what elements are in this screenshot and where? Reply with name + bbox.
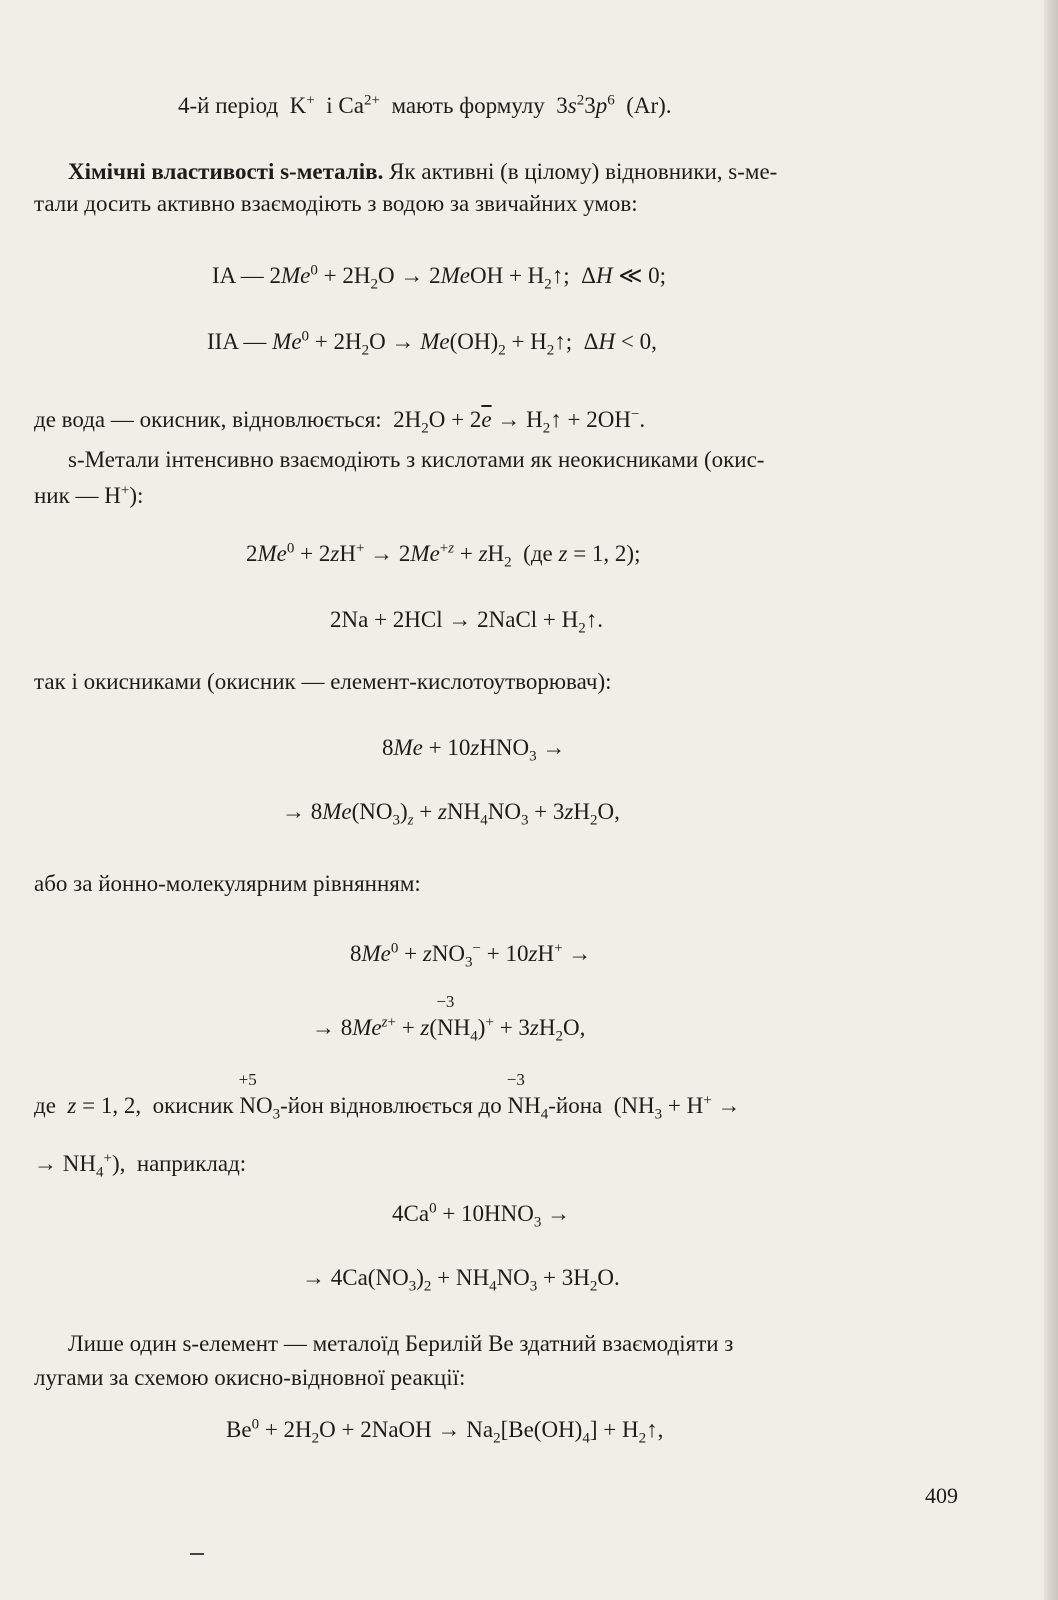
chem-properties-line-1: Хімічні властивості s-металів. Як активні (в цілому) відновники, s-ме-	[68, 159, 778, 184]
beryllium-line-2: лугами за схемою окисно-відновної реакції:	[34, 1365, 466, 1390]
equation-beryllium: $Be^0 + 2H_2O$ + 2NaOH → $Na_2[Be(OH)_4]$ + $H_2↑$,	[226, 1416, 664, 1447]
equation-na-hcl: 2Na + 2HCl → 2NaCl + $H_2↑$.	[330, 607, 604, 637]
equation-ionic-part-1: $8Me^0 + zNO_3^- + 10zH^+$ →	[350, 940, 592, 971]
page-number: 409	[925, 1483, 958, 1508]
stray-mark	[190, 1553, 204, 1555]
equation-ia-water: IA — $2Me^0 + 2H_2O$ → 2MeOH + $H_2↑$; ΔH ≪ 0;	[212, 262, 667, 293]
water-reduction-line: де вода — окисник, відновлюється: $2H_2O + 2\overline{e}$ → $H_2↑ + 2OH^-$.	[34, 406, 646, 437]
equation-ca-part-1: $4Ca^0 + 10HNO_3$ →	[392, 1200, 571, 1231]
equation-hno3-part-2: → $8Me(NO_3)_z + zNH_4NO_3 + 3zH_2O$,	[282, 799, 620, 829]
oxidizers-line: так і окисниками (окисник — елемент-кислотоутворювач):	[34, 669, 612, 694]
chem-properties-line-2: тали досить активно взаємодіють з водою за звичайних умов:	[34, 191, 638, 216]
equation-iia-water: IIA — $Me^0 + 2H_2O \to Me(OH)_2$ + $H_2↑$; ΔH < 0,	[207, 328, 657, 359]
reduction-line-2: → $NH_4^+$), наприклад:	[34, 1150, 247, 1181]
beryllium-line-1: Лише один s-елемент — металоїд Берилій Be здатний взаємодіяти з	[68, 1331, 734, 1356]
equation-acid-general: $2Me^0 + 2zH^+ \to 2Me^{+z} + zH_2$ (де z = 1, 2);	[246, 540, 641, 571]
ionic-line: або за йонно-молекулярним рівнянням:	[34, 871, 421, 896]
equation-ca-part-2: → $4Ca(NO_3)_2 + NH_4NO_3 + 3H_2O$.	[302, 1265, 620, 1295]
equation-ionic-part-2: → $8Me^{z+} + z(N$ −3 $H_4)^+ + 3zH_2O$,	[312, 992, 586, 1045]
equation-hno3-part-1: 8Me + 10zHNO$_3$ →	[382, 735, 566, 765]
acids-line-1: s-Метали інтенсивно взаємодіють з кислотами як неокисниками (окис-	[68, 447, 765, 472]
reduction-line-1: де z = 1, 2, окисник N +5 $O_3$-йон відновлюється до N −3 $H_4$-йона ($NH_3 + H^+$ →	[34, 1070, 741, 1123]
page-edge	[1044, 0, 1058, 1600]
acids-line-2: ник — H+):	[34, 482, 144, 508]
period-line: 4-й період K+ і $Ca^{2+}$ мають формулу $3s^23p^6$ (Ar).	[178, 92, 672, 118]
